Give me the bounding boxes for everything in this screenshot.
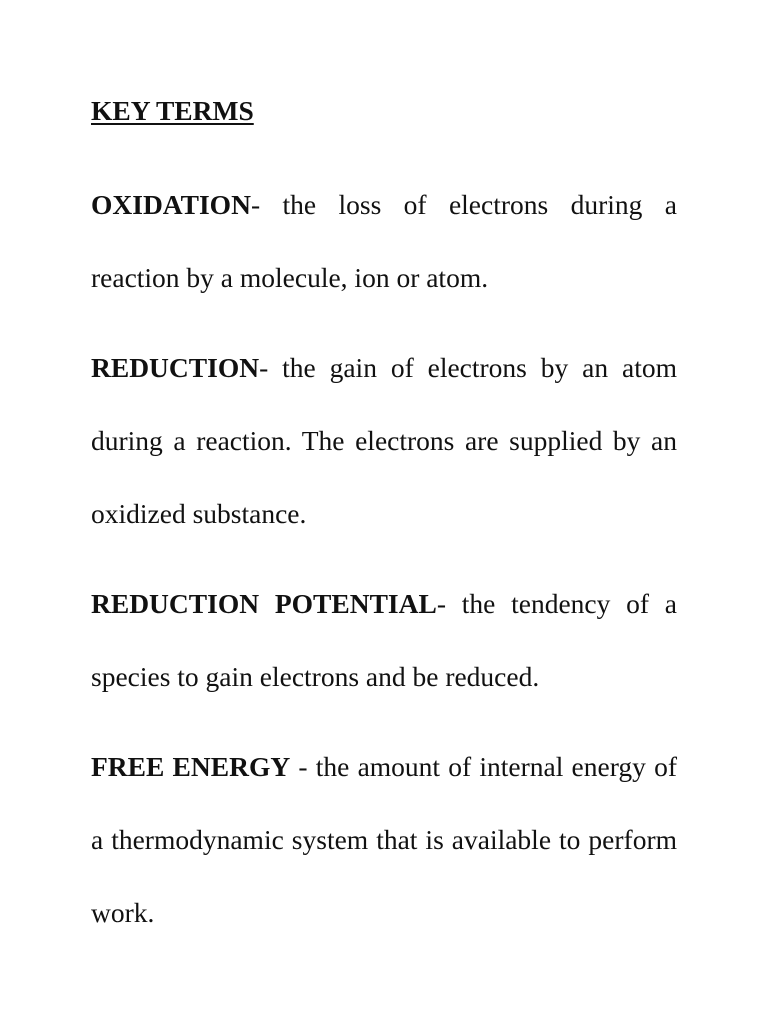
term-definition: - the tendency of a species to gain electrons and be reduced.	[91, 588, 677, 692]
term-name: REDUCTION POTENTIAL	[91, 588, 437, 619]
term-entry-reduction-potential	[91, 567, 677, 713]
term-entry-free-energy	[91, 730, 677, 949]
term-name: OXIDATION	[91, 189, 251, 220]
page-title: KEY TERMS	[91, 95, 254, 126]
term-definition: - the loss of electrons during a reaction by a molecule, ion or atom.	[91, 189, 677, 293]
term-entry-oxidation	[91, 168, 677, 314]
term-name: REDUCTION	[91, 352, 260, 383]
term-name: FREE ENERGY	[91, 751, 291, 782]
term-definition: - the amount of internal energy of a thermodynamic system that is available to perform work.	[91, 751, 677, 928]
term-definition: - the gain of electrons by an atom during a reaction. The electrons are supplied by an oxidized substance.	[91, 352, 677, 529]
term-entry-reduction	[91, 331, 677, 550]
document-page	[91, 92, 677, 966]
